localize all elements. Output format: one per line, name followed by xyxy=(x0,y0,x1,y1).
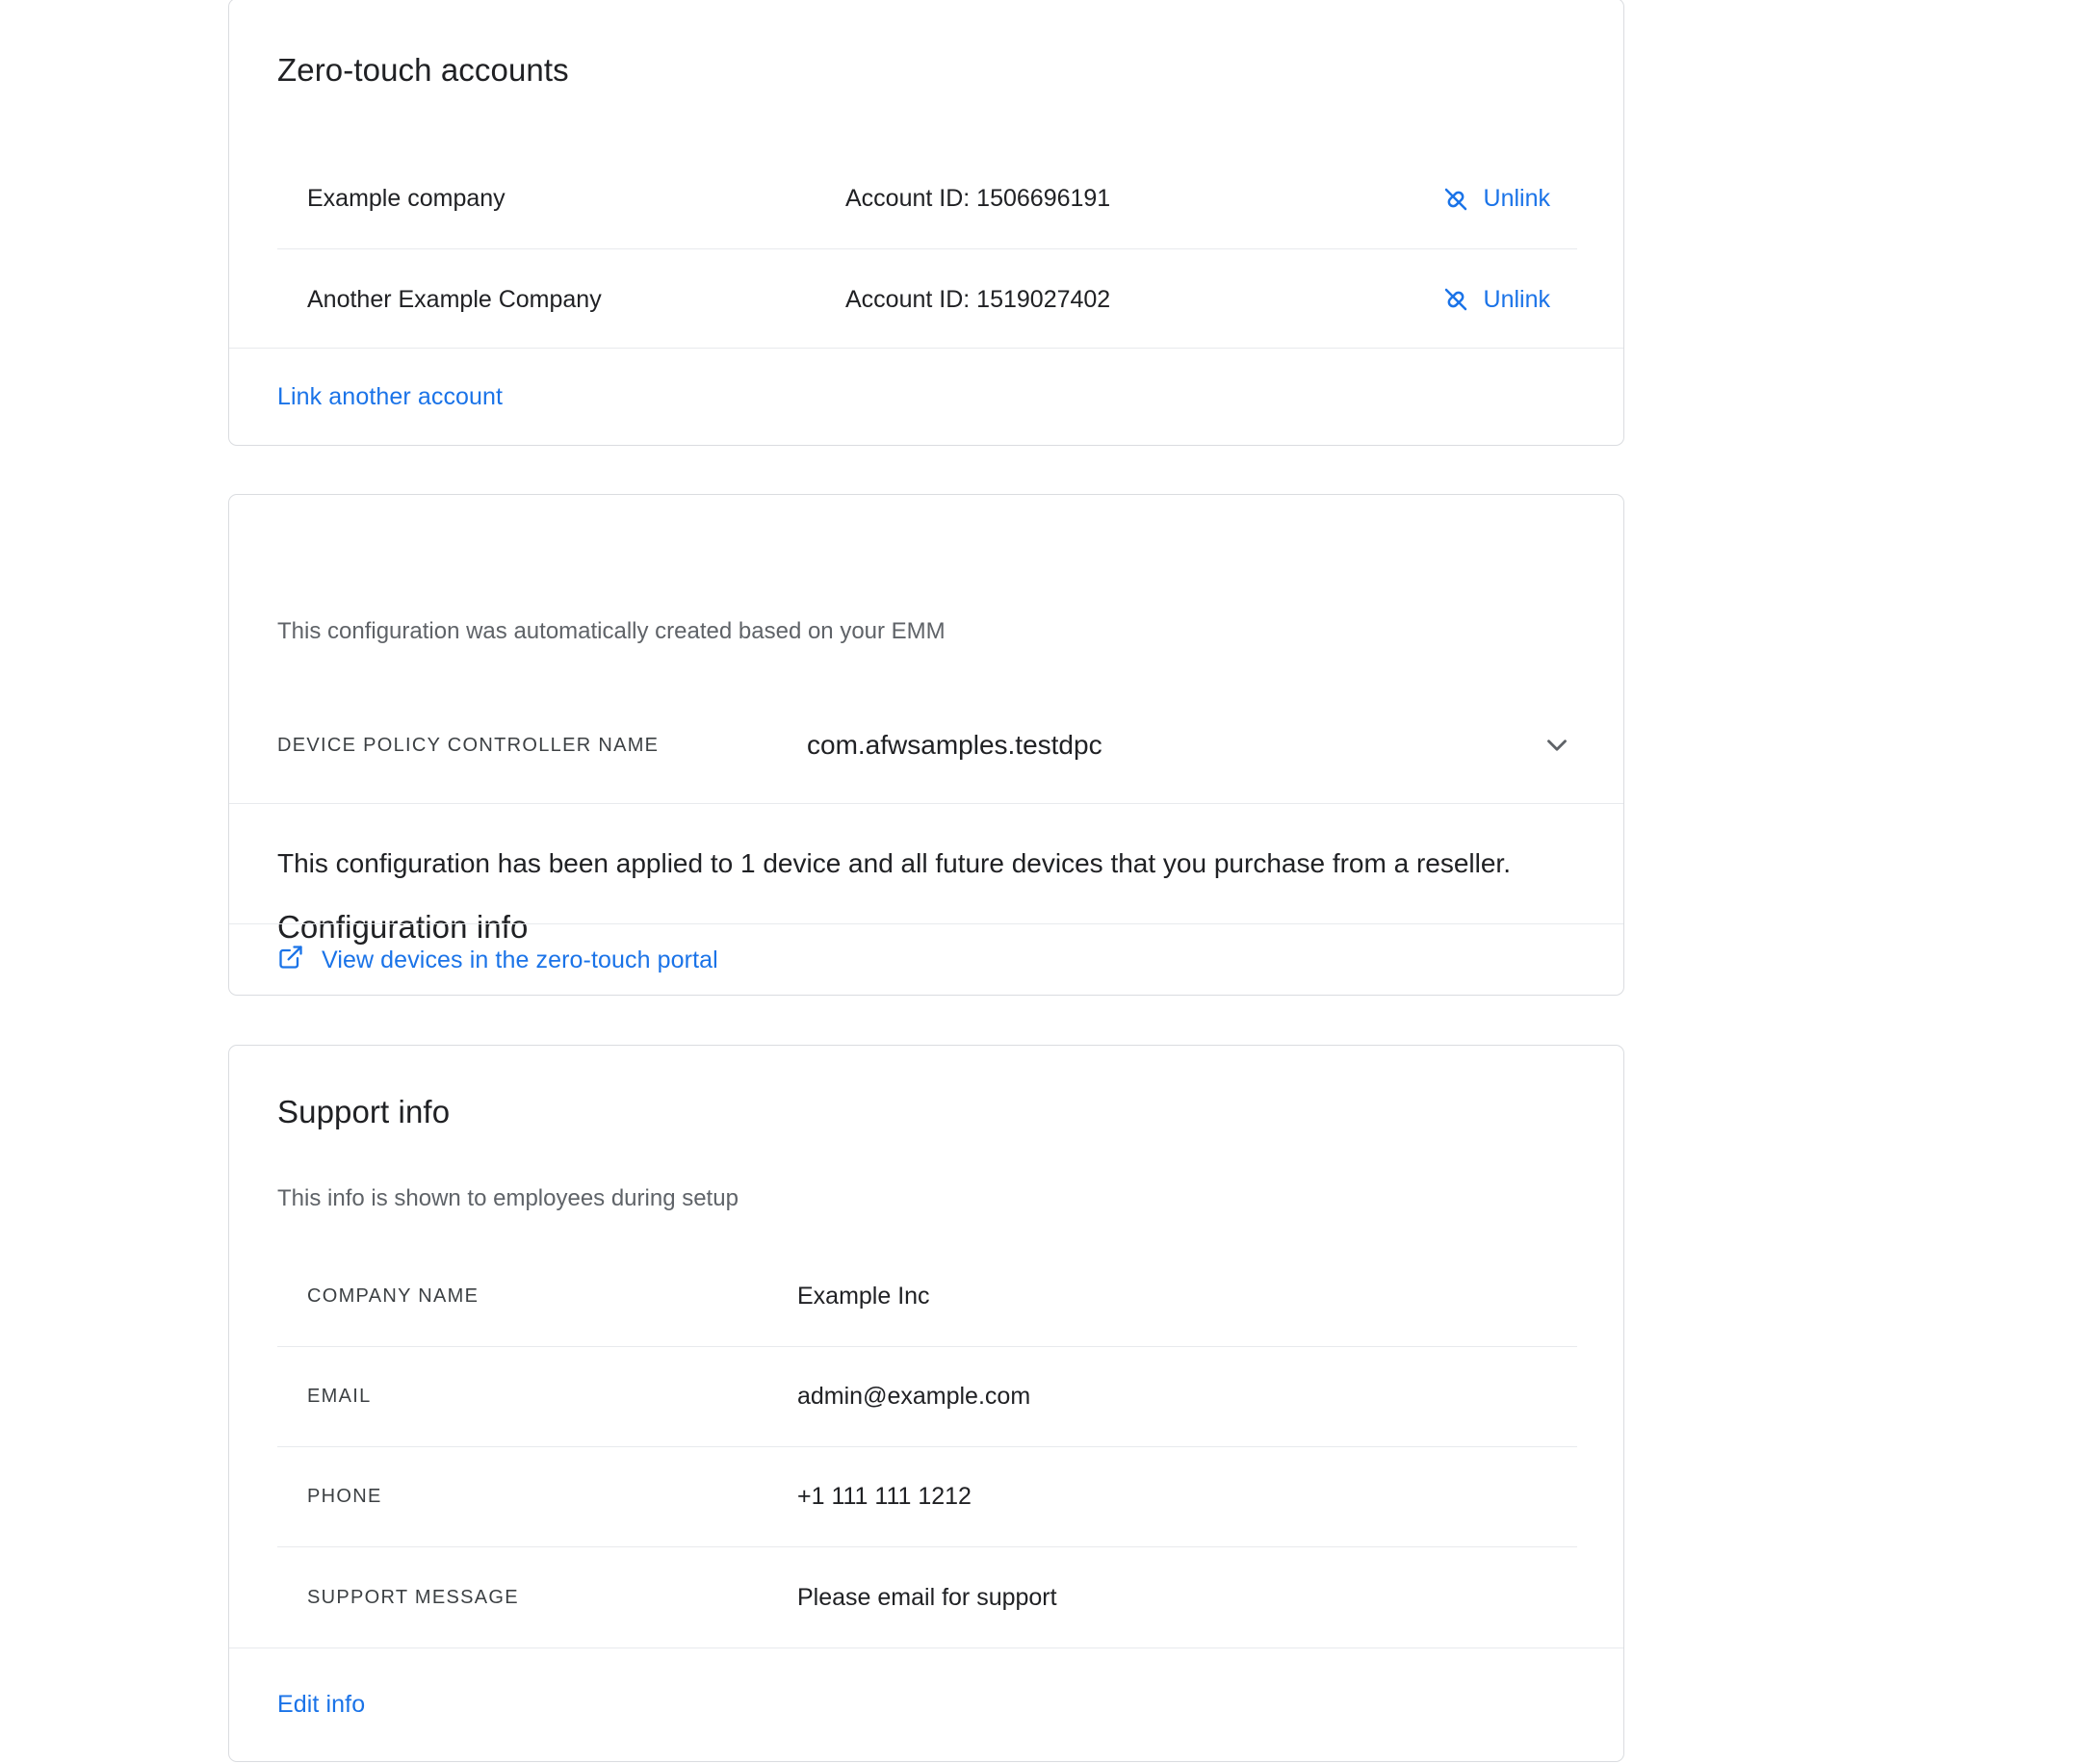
support-subtitle: This info is shown to employees during setup xyxy=(277,1185,739,1211)
zero-touch-accounts-card xyxy=(228,0,1624,446)
support-field-value: admin@example.com xyxy=(797,1383,1031,1410)
support-field-label: SUPPORT MESSAGE xyxy=(307,1586,519,1608)
support-field-label: COMPANY NAME xyxy=(307,1285,480,1307)
chevron-down-icon[interactable] xyxy=(1541,729,1623,762)
unlink-label: Unlink xyxy=(1483,185,1550,212)
configuration-title: Configuration info xyxy=(277,909,529,945)
dpc-value: com.afwsamples.testdpc xyxy=(807,730,1102,760)
list-item xyxy=(277,1347,1577,1447)
configuration-applied-text-row xyxy=(229,803,1623,923)
unlink-label: Unlink xyxy=(1483,285,1550,313)
link-another-account-button[interactable]: Link another account xyxy=(277,383,504,410)
account-name: Another Example Company xyxy=(307,285,602,313)
page-title: Zero-touch accounts xyxy=(277,52,569,88)
external-link-icon xyxy=(277,944,304,977)
support-field-value: +1 111 111 1212 xyxy=(797,1483,972,1510)
unlink-icon xyxy=(1441,285,1470,314)
support-field-value: Example Inc xyxy=(797,1283,930,1310)
view-devices-portal-label: View devices in the zero-touch portal xyxy=(322,946,718,973)
card-footer xyxy=(229,348,1623,446)
configuration-info-card xyxy=(228,494,1624,996)
list-item xyxy=(277,1547,1577,1647)
edit-info-button[interactable]: Edit info xyxy=(277,1691,366,1718)
account-name: Example company xyxy=(307,185,506,212)
support-title: Support info xyxy=(277,1094,451,1129)
list-item xyxy=(277,1447,1577,1547)
unlink-button[interactable] xyxy=(1441,285,1577,314)
configuration-subtitle: This configuration was automatically created based on your EMM xyxy=(277,618,946,644)
support-field-value: Please email for support xyxy=(797,1583,1057,1611)
unlink-icon xyxy=(1441,185,1470,214)
view-devices-portal-link[interactable] xyxy=(229,944,718,977)
account-id: Account ID: 1506696191 xyxy=(845,185,1111,212)
card-footer xyxy=(229,923,1623,996)
support-field-label: PHONE xyxy=(307,1486,382,1507)
account-id: Account ID: 1519027402 xyxy=(845,285,1111,313)
list-item xyxy=(277,1247,1577,1347)
dpc-row[interactable] xyxy=(229,687,1623,803)
dpc-label: DEVICE POLICY CONTROLLER NAME xyxy=(277,734,660,756)
support-field-label: EMAIL xyxy=(307,1386,372,1407)
configuration-applied-text: This configuration has been applied to 1 device and all future devices that you purchase from a reseller. xyxy=(277,848,1511,878)
card-footer xyxy=(229,1647,1623,1761)
table-row xyxy=(277,249,1577,350)
support-info-card xyxy=(228,1045,1624,1762)
table-row xyxy=(277,149,1577,249)
unlink-button[interactable] xyxy=(1441,185,1577,214)
